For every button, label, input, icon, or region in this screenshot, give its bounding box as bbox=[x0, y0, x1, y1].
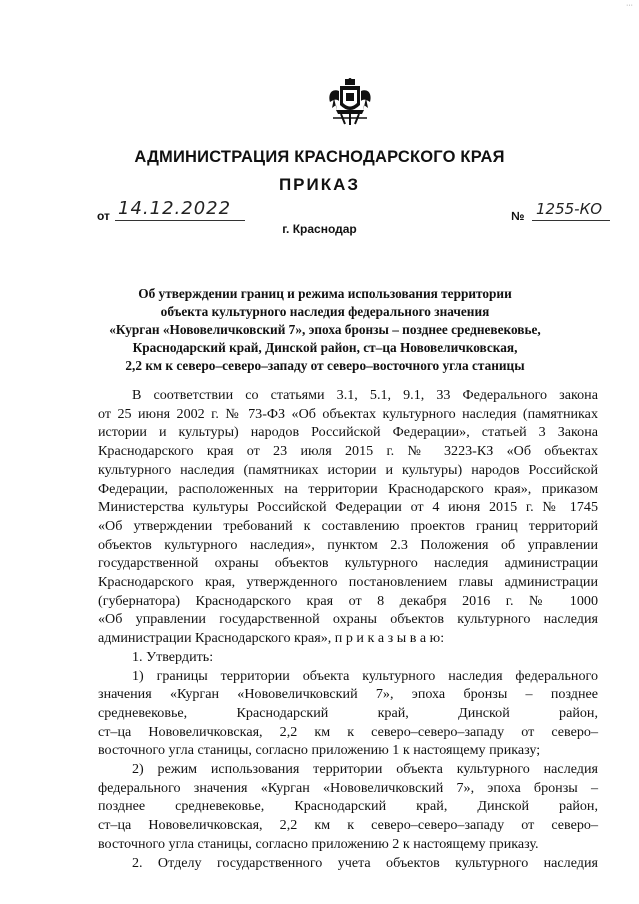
title-line: объекта культурного наследия федерального значения bbox=[160, 304, 490, 319]
body-line: Краснодарского края от 23 июля 2015 г. № 3223-КЗ «Об объектах bbox=[98, 443, 598, 460]
body-line: «Об управлении государственной охраны объектов культурного наследия bbox=[98, 611, 598, 628]
body-line: восточного угла станицы, согласно приложению 2 к настоящему приказу. bbox=[98, 835, 539, 852]
title-line: 2,2 км к северо–северо–западу от северо–восточного угла станицы bbox=[125, 358, 525, 373]
body-line: «Об утверждении требований к составлению проектов границ территорий bbox=[98, 517, 598, 534]
date-label: от bbox=[97, 209, 110, 223]
organization-name: АДМИНИСТРАЦИЯ КРАСНОДАРСКОГО КРАЯ bbox=[134, 148, 505, 166]
body-line: 2) режим использования территории объекта культурного наследия bbox=[132, 761, 598, 778]
title-line: Об утверждении границ и режима использования территории bbox=[138, 286, 512, 301]
body-line: Федерации, расположенных на территории Краснодарского края», приказом bbox=[98, 480, 598, 497]
body-line: ст–ца Нововеличковская, 2,2 км к северо–северо–западу от северо– bbox=[98, 723, 598, 740]
body-line: значения «Курган «Нововеличковский 7», эпоха бронзы – позднее bbox=[98, 686, 598, 703]
body-line: В соответствии со статьями 3.1, 5.1, 9.1, 33 Федерального закона bbox=[132, 387, 598, 403]
document-title bbox=[90, 285, 560, 375]
number-handwritten: 1255-КО bbox=[536, 200, 603, 218]
number-label: № bbox=[511, 209, 525, 223]
date-underline bbox=[115, 220, 245, 221]
body-line: (губернатора) Краснодарского края от 8 декабря 2016 г. № 1000 bbox=[98, 592, 598, 609]
body-line: 2. Отделу государственного учета объектов культурного наследия bbox=[132, 854, 598, 871]
body-line: федерального значения «Курган «Нововеличковский 7», эпоха бронзы – bbox=[98, 779, 598, 796]
body-line: Краснодарского края, утвержденного постановлением главы администрации bbox=[98, 574, 598, 591]
body-line: объектов культурного наследия», пунктом 2.3 Положения об управлении bbox=[98, 536, 598, 553]
document-type: ПРИКАЗ bbox=[278, 175, 361, 194]
body-line: от 25 июня 2002 г. № 73-ФЗ «Об объектах культурного наследия (памятниках bbox=[98, 405, 598, 422]
body-line: позднее средневековье, Краснодарский край, Динской район, bbox=[98, 798, 598, 815]
body-line: 1. Утвердить: bbox=[132, 648, 214, 665]
body-line: государственной охраны объектов культурного наследия администрации bbox=[98, 555, 598, 572]
body-line: культурного наследия (памятниках истории и культуры) народов Российской bbox=[98, 461, 598, 478]
body-line: средневековье, Краснодарский край, Динской район, bbox=[98, 704, 598, 721]
body-line: ст–ца Нововеличковская, 2,2 км к северо–северо–западу от северо– bbox=[98, 817, 598, 834]
body-line: восточного угла станицы, согласно приложению 1 к настоящему приказу; bbox=[98, 742, 541, 759]
number-underline bbox=[532, 220, 610, 221]
document-body bbox=[98, 386, 598, 872]
body-line: администрации Краснодарского края», п р и к а з ы в а ю: bbox=[98, 630, 445, 647]
body-line: 1) границы территории объекта культурного наследия федерального bbox=[132, 667, 598, 684]
city: г. Краснодар bbox=[282, 222, 357, 236]
date-handwritten: 14.12.2022 bbox=[118, 198, 232, 219]
title-line: «Курган «Нововеличковский 7», эпоха бронзы – позднее средневековье, bbox=[109, 322, 541, 337]
body-line: Министерства культуры Российской Федерации от 4 июня 2015 г. № 1745 bbox=[98, 499, 598, 516]
corner-mark: ··· bbox=[626, 2, 633, 9]
body-line: истории и культуры) народов Российской Федерации», статьей 3 Закона bbox=[98, 424, 598, 441]
coat-of-arms-emblem bbox=[327, 78, 373, 126]
title-line: Краснодарский край, Динской район, ст–ца Нововеличковская, bbox=[132, 340, 518, 355]
